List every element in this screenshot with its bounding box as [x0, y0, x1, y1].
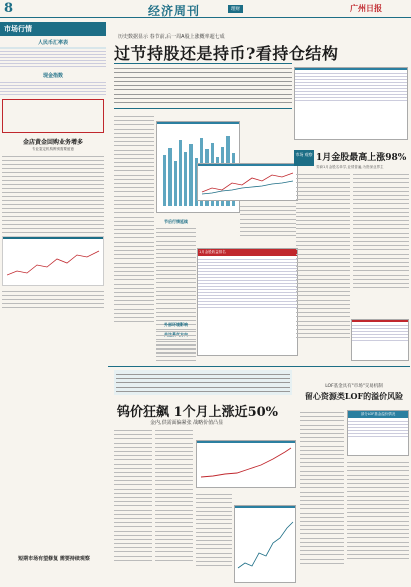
- lof-column-2: [347, 460, 409, 561]
- main-kicker: 历史数据显示 春节前,后一周A股上涨概率超七成: [118, 34, 225, 40]
- lower-headline: 钨价狂飙 1个月上涨近50%: [117, 405, 279, 420]
- fund-table: [197, 248, 298, 356]
- fund-table-title: 1月金股收益排名: [198, 249, 297, 256]
- lower-chart-2: [234, 505, 296, 583]
- left-article-body: [2, 154, 104, 233]
- lof-column-1: [300, 410, 344, 565]
- lower-column-3: [196, 492, 232, 567]
- tungsten-price-chart: [196, 440, 296, 488]
- lof-premium-table: [347, 410, 409, 456]
- lof-headline: 留心资源类LOF的溢价风险: [304, 391, 404, 401]
- mid-chart: [197, 163, 298, 201]
- subhead-3: 外部环境影响: [164, 322, 188, 327]
- lower-lead-box: [114, 370, 292, 395]
- main-chart-title: [157, 122, 239, 124]
- bar-1: [163, 155, 166, 206]
- bottom-left-headline: 短期市场有望修复 需要持续观察: [18, 556, 90, 562]
- main-column-3: [240, 204, 296, 238]
- lower-column-1: [114, 428, 152, 562]
- right-headline: 1月金股最高上涨98%: [316, 153, 407, 163]
- page-number: 8: [4, 1, 14, 16]
- bar-6: [189, 144, 192, 206]
- market-watch-badge: 市场 观察: [294, 150, 314, 166]
- right-table-grid: [295, 71, 407, 101]
- right-column-1: [296, 172, 350, 340]
- main-column-1: [114, 114, 154, 323]
- subhead-2: 关注景气方向: [164, 331, 188, 337]
- main-column-4: [156, 320, 196, 363]
- mid-chart-lines: [198, 168, 297, 198]
- notice-box: [2, 99, 104, 133]
- lof-article-head: [300, 383, 408, 402]
- main-headline: 过节持股还是持币?看持仓结构: [114, 44, 339, 63]
- subhead-1: 节后行情延续: [164, 219, 188, 224]
- lof-kicker: LOF基金具有"市场"交易机制: [325, 384, 383, 389]
- main-lead: [114, 63, 292, 109]
- left-column: [0, 22, 106, 310]
- lower-divider: [108, 366, 410, 367]
- page-header: [0, 0, 411, 18]
- left-chart-title: [3, 237, 103, 239]
- market-section-head: 市场行情: [0, 22, 106, 36]
- left-bottom-body: [2, 289, 104, 308]
- right-column-2: [353, 172, 409, 289]
- right-article-head: [294, 150, 408, 170]
- lower-subhead: 金内,供需面偏紧张 战略价值凸显: [150, 420, 224, 426]
- paper-logo: 广州日报: [350, 3, 382, 13]
- index-table: [0, 80, 106, 95]
- right-subhead: 券商1月金股名单学,业绩普遍,为资深业界主: [316, 165, 384, 169]
- rate-table-title: 人民币汇率表: [37, 40, 68, 46]
- section-title: 经济周刊: [148, 4, 201, 18]
- left-article-subhead: 专业鉴定机构辨别需要留意: [32, 147, 74, 151]
- left-chart-line: [7, 245, 103, 283]
- right-top-table: [294, 67, 408, 140]
- rate-table: [0, 47, 106, 67]
- bar-5: [184, 152, 187, 206]
- lower-chart-2-line: [235, 508, 295, 578]
- index-table-title: 现金指数: [42, 73, 63, 79]
- right-table-title: [295, 68, 407, 70]
- bottom-left-article: [2, 555, 106, 562]
- left-article-headline: 金店黄金回购业务增多: [22, 139, 83, 146]
- right-small-table: [351, 319, 409, 361]
- tungsten-chart-line: [197, 443, 295, 483]
- lower-column-2: [155, 428, 193, 562]
- mid-chart-title: [198, 164, 297, 166]
- fund-table-grid: [198, 257, 297, 308]
- bar-2: [168, 148, 171, 206]
- small-table-title: [352, 320, 408, 322]
- left-chart: [2, 236, 104, 286]
- lof-table-grid: [348, 419, 408, 437]
- small-table-grid: [352, 323, 408, 341]
- bar-4: [179, 140, 182, 206]
- lof-table-title: 部分LOF基金溢价情况: [348, 411, 408, 418]
- section-tag: 理财: [228, 5, 243, 13]
- bar-3: [174, 161, 177, 206]
